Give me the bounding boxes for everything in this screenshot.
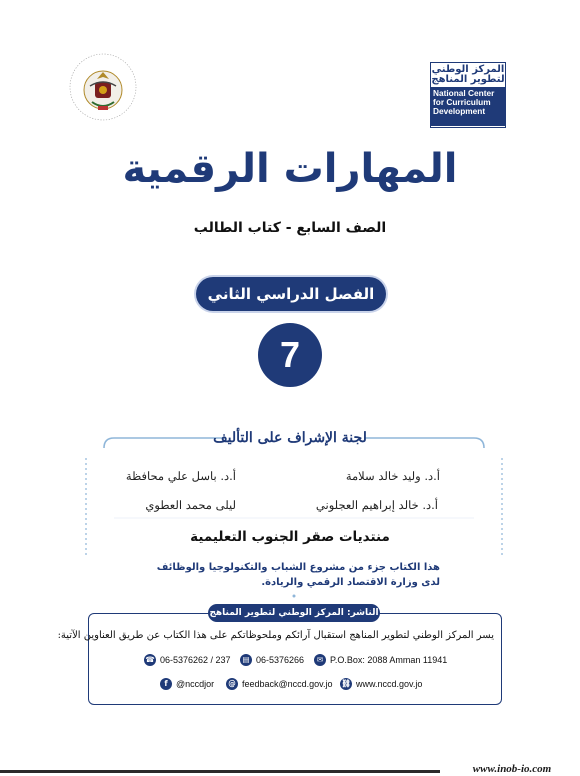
jordan-coat-of-arms-icon [68, 52, 138, 122]
at-sign-icon: @ [226, 678, 238, 690]
author-name: أ.د. وليد خالد سلامة [345, 469, 440, 483]
nccd-logo-arabic: المركز الوطني لتطوير المناهج [431, 64, 505, 85]
nccd-logo-english: National Center for Curriculum Development [431, 87, 505, 126]
fax-icon: ▤ [240, 654, 252, 666]
phone-number: 06-5376262 / 237 [160, 655, 231, 665]
fax-number: 06-5376266 [256, 655, 305, 665]
organization-name: منتديات صقر الجنوب التعليمية [190, 529, 390, 545]
book-title: المهارات الرقمية [122, 146, 458, 192]
website-url[interactable]: www.nccd.gov.jo [356, 679, 423, 689]
authors-heading: لجنة الإشراف على التأليف [213, 430, 367, 446]
facebook-icon: f [160, 678, 172, 690]
facebook-handle[interactable]: @nccdjor [176, 679, 215, 689]
contact-fax [240, 653, 304, 667]
project-note: هذا الكتاب جزء من مشروع الشباب والتكنولوجيا والوظائف لدى وزارة الاقتصاد الرقمي والريادة. [156, 562, 440, 588]
publisher-label: الناشر: المركز الوطني لتطوير المناهج [208, 604, 380, 622]
semester-badge: الفصل الدراسي الثاني [196, 277, 386, 311]
author-name: أ.د. خالد إبراهيم العجلوني [315, 498, 438, 512]
link-icon: ⛓ [341, 679, 351, 688]
mail-icon: ✉ [314, 654, 326, 666]
footer-site-watermark: www.inob-io.com [444, 762, 580, 776]
author-name: ليلى محمد العطوي [145, 498, 236, 512]
contact-website[interactable] [340, 677, 422, 691]
contact-phone [144, 653, 231, 667]
contact-email[interactable] [226, 677, 333, 691]
phone-icon: ☎ [145, 655, 155, 664]
contact-pobox [314, 653, 447, 667]
nccd-logo [430, 62, 506, 128]
grade-badge: 7 [258, 323, 322, 387]
footer-rule [0, 770, 440, 773]
feedback-text: يسر المركز الوطني لتطوير المناهج استقبال آرائكم وملحوظاتكم على هذا الكتاب عن طريق العناوين الآتية: [57, 630, 494, 641]
email-address[interactable]: feedback@nccd.gov.jo [242, 679, 333, 689]
author-name: أ.د. باسل علي محافظة [125, 469, 236, 483]
pobox-address: P.O.Box: 2088 Amman 11941 [330, 655, 448, 665]
contact-facebook[interactable] [160, 677, 214, 691]
book-subtitle: الصف السابع - كتاب الطالب [193, 220, 387, 236]
